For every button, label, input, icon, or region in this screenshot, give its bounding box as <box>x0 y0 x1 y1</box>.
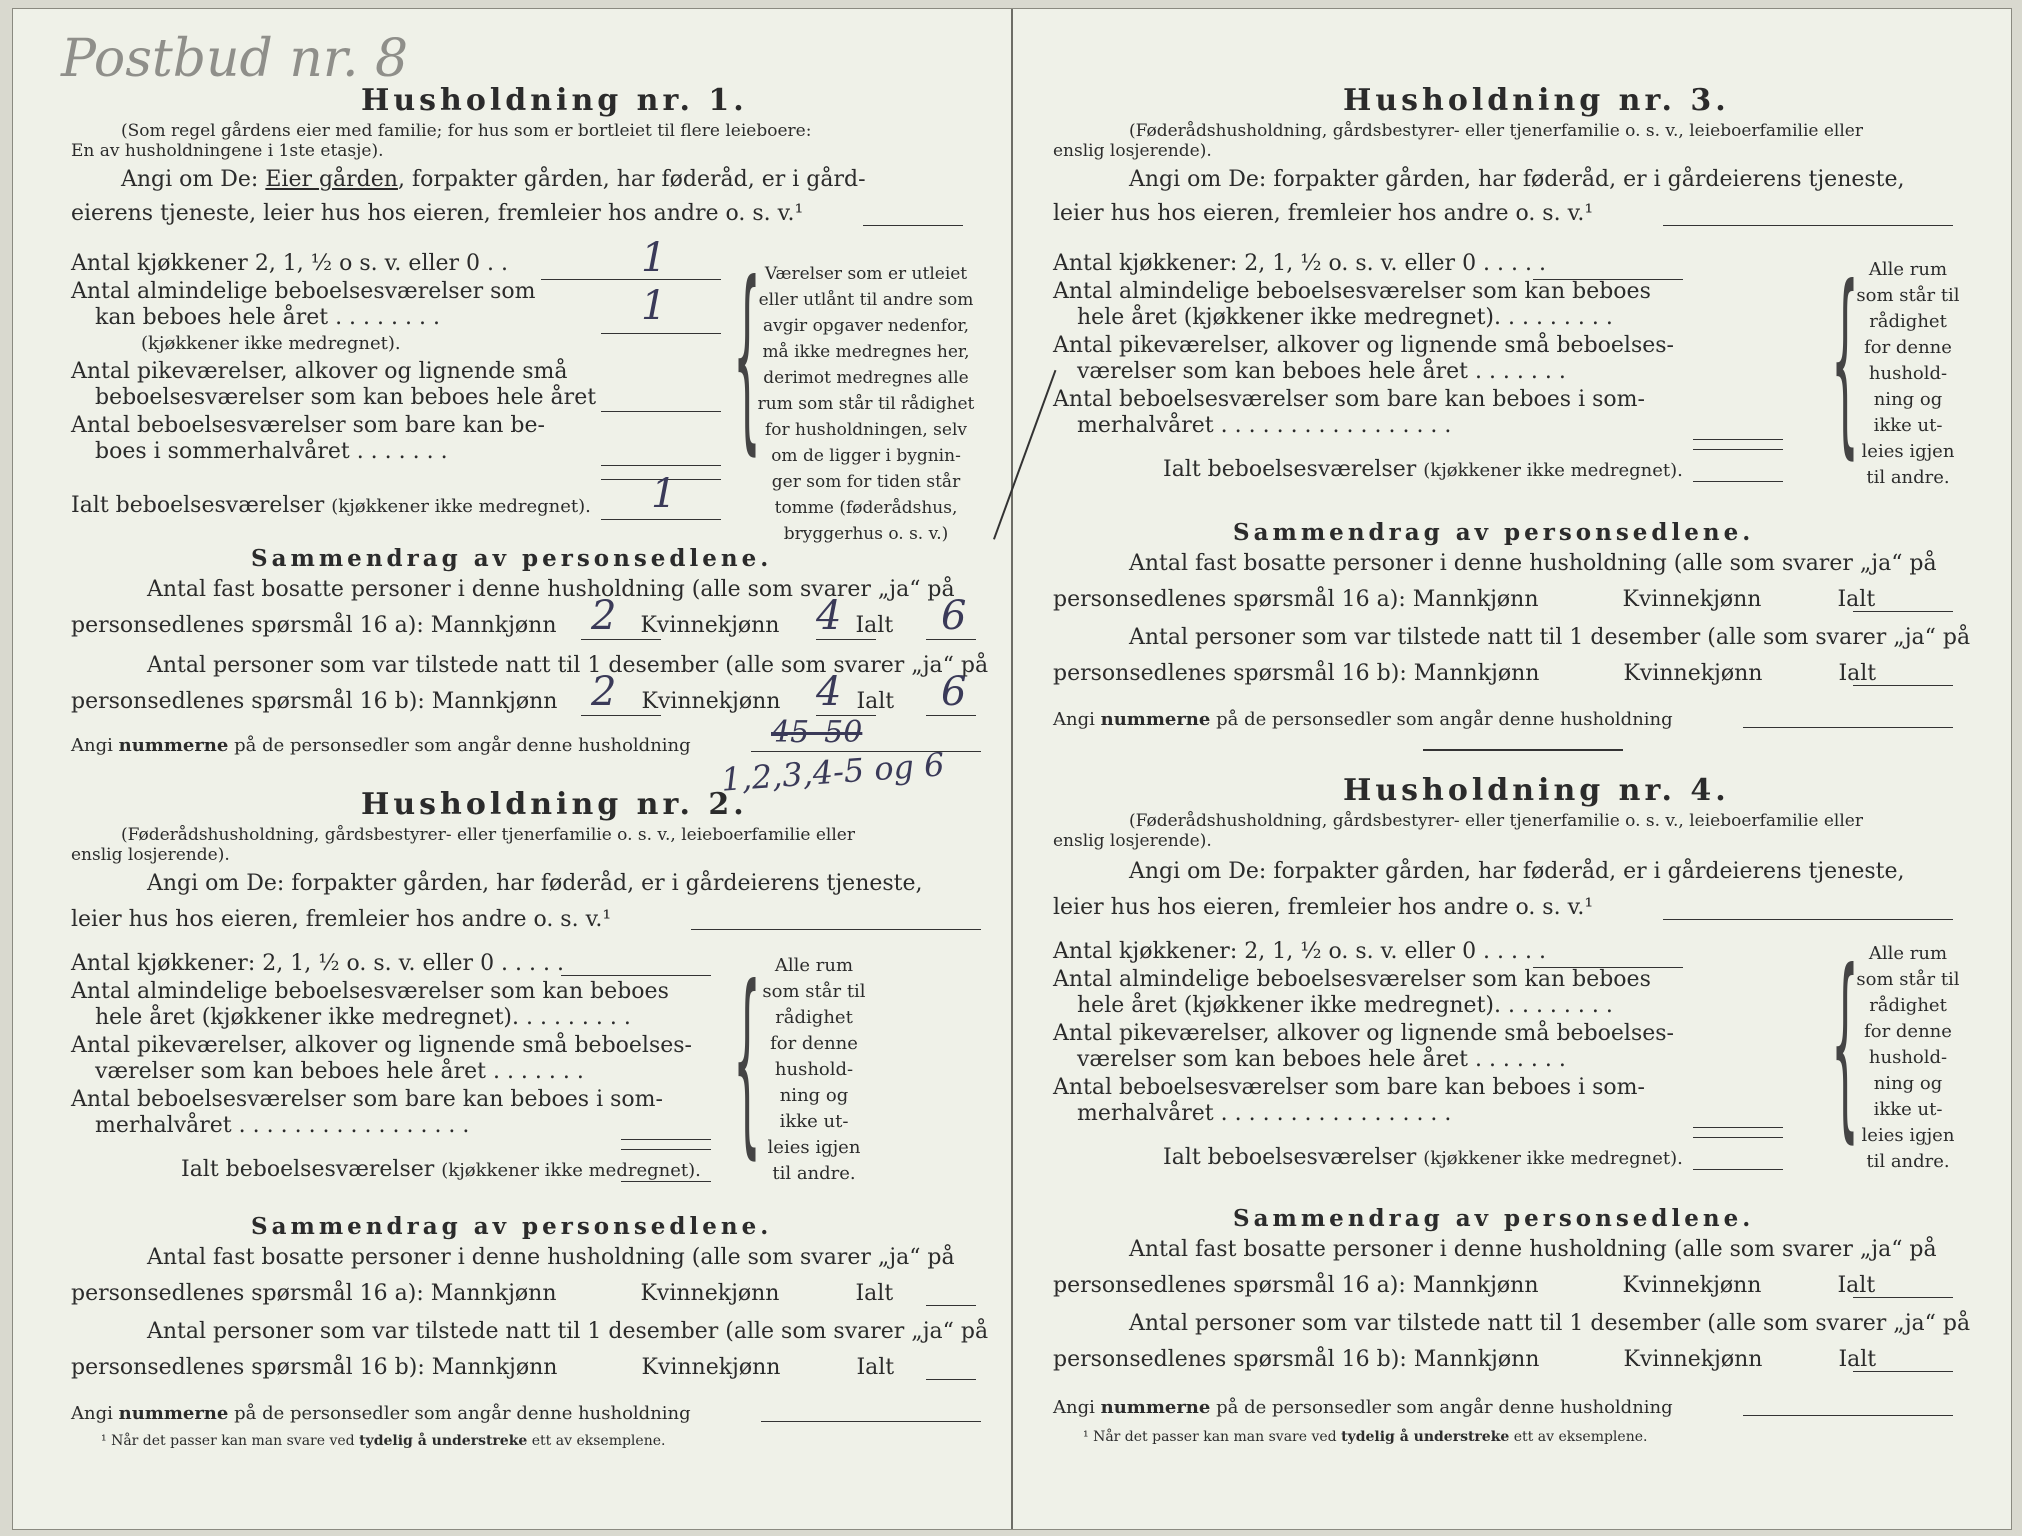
hh1-fast-line2 <box>71 613 893 638</box>
hh2-tilst-line2 <box>71 1355 894 1380</box>
hh1-ialt-label: Ialt <box>855 613 894 638</box>
hh3-fast-line1: Antal fast bosatte personer i denne husholdning (alle som svarer „ja“ på <box>1129 551 1937 576</box>
hh3-note-line: som står til <box>1856 285 1960 306</box>
hh1-ialt-label-b: Ialt <box>856 689 895 714</box>
hh4-summary-title: Sammendrag av personsedlene. <box>1233 1205 1755 1232</box>
hh3-sommer-line <box>1693 439 1783 440</box>
hh1-note-line: må ikke medregnes her, <box>762 342 970 362</box>
hh4-note-line: til andre. <box>1866 1151 1950 1172</box>
hh3-tilst-line1: Antal personer som var tilstede natt til 1 desember (alle som svarer „ja“ på <box>1129 625 1971 650</box>
hh2-fast-ialt-line <box>926 1305 976 1306</box>
hh2-note-line: som står til <box>762 981 866 1002</box>
hh3-summary-title: Sammendrag av personsedlene. <box>1233 519 1755 546</box>
hh2-leier: leier hus hos eieren, fremleier hos andre o. s. v.¹ <box>71 907 612 932</box>
hh2-tilst-line1: Antal personer som var tilstede natt til 1 desember (alle som svarer „ja“ på <box>147 1319 989 1344</box>
hh1-ialt-rooms-label <box>71 493 591 518</box>
hh3-ialt-top-line <box>1693 449 1783 450</box>
hh1-fast-ialt-line <box>926 639 976 640</box>
hh2-intro-2: enslig losjerende). <box>71 845 230 865</box>
hh2-ialt-line <box>621 1181 711 1182</box>
hh1-alm-label-3: (kjøkkener ikke medregnet). <box>141 333 401 354</box>
hh4-sommer-line <box>1693 1127 1783 1128</box>
hh2-fast-line2 <box>71 1281 893 1306</box>
hh2-angi-nummer-bold: nummerne <box>118 1403 229 1424</box>
hh1-side-note <box>751 261 981 547</box>
hh4-title: Husholdning nr. 4. <box>1343 773 1730 808</box>
hh2-footnote-prefix: ¹ Når det passer kan man svare ved <box>101 1433 355 1449</box>
hh2-ialt-label: Ialt <box>855 1281 894 1306</box>
hh1-ialt-rooms-text: Ialt beboelsesværelser <box>71 493 325 518</box>
hh3-leier: leier hus hos eieren, fremleier hos andre o. s. v.¹ <box>1053 201 1594 226</box>
hh1-alm-label-2: kan beboes hele året . . . . . . . . <box>95 305 440 330</box>
hh1-ialt-rooms-note: (kjøkkener ikke medregnet). <box>331 496 591 517</box>
hh3-side-note <box>1853 257 1963 491</box>
hh2-brace: { <box>733 944 761 1177</box>
hh2-angi-om: Angi om De: forpakter gården, har føderåd, er i gårdeierens tjeneste, <box>147 871 923 896</box>
left-page <box>71 9 989 1529</box>
hh3-kvinne-label: Kvinnekjønn <box>1622 587 1762 612</box>
hh1-alm-line <box>601 333 721 334</box>
hh1-angi-nummer-bold: nummerne <box>118 735 229 756</box>
hh2-kjokken-line <box>561 975 711 976</box>
hh2-note-line: ning og <box>779 1085 849 1106</box>
hh4-fast-ialt-line <box>1853 1297 1953 1298</box>
hh4-angi-answer-line <box>1663 919 1953 920</box>
hh2-summary-title: Sammendrag av personsedlene. <box>251 1213 773 1240</box>
hh2-alm-2: hele året (kjøkkener ikke medregnet). . . . . . . . . <box>95 1005 631 1030</box>
hh2-title: Husholdning nr. 2. <box>361 787 748 822</box>
hh1-tilst-kvinne-value: 4 <box>816 669 842 715</box>
hh1-note-line: ger som for tiden står <box>771 472 961 492</box>
hh1-summary-title: Sammendrag av personsedlene. <box>251 545 773 572</box>
hh2-side-note <box>759 953 869 1187</box>
hh1-sommer-label-2: boes i sommerhalvåret . . . . . . . <box>95 439 448 464</box>
hh3-note-line: leies igjen <box>1861 441 1955 462</box>
hh1-tilst-line1: Antal personer som var tilstede natt til 1 desember (alle som svarer „ja“ på <box>147 653 989 678</box>
hh2-q16a-label: personsedlenes spørsmål 16 a): Mannkjønn <box>71 1281 557 1306</box>
hh2-intro-1: (Føderådshusholdning, gårdsbestyrer- eller tjenerfamilie o. s. v., leieboerfamilie eller <box>121 825 855 845</box>
hh4-note-line: hushold- <box>1868 1047 1948 1068</box>
hh1-tilst-mann-value: 2 <box>591 669 617 715</box>
hh4-ialt-rooms <box>1163 1145 1683 1170</box>
hh3-kvinne-label-b: Kvinnekjønn <box>1623 661 1763 686</box>
hh4-note-line: Alle rum <box>1868 943 1948 964</box>
hh4-nummer-line <box>1743 1415 1953 1416</box>
hh4-kvinne-label: Kvinnekjønn <box>1622 1273 1762 1298</box>
hh1-fast-ialt-value: 6 <box>941 593 967 639</box>
hh4-footnote <box>1083 1429 1647 1445</box>
hh1-kjokken-value: 1 <box>641 235 667 281</box>
hh4-fast-line1: Antal fast bosatte personer i denne husholdning (alle som svarer „ja“ på <box>1129 1237 1937 1262</box>
hh1-angi-nummer-prefix: Angi <box>71 735 113 756</box>
hh4-sommer-1: Antal beboelsesværelser som bare kan beboes i som- <box>1053 1075 1645 1100</box>
hh4-note-line: for denne <box>1864 1021 1952 1042</box>
hh1-nummer-struck: 45–50 <box>771 715 863 750</box>
hh3-nummer-line <box>1743 727 1953 728</box>
hh4-side-note <box>1853 941 1963 1175</box>
hh1-note-line: avgir opgaver nedenfor, <box>762 316 969 336</box>
hh1-q16a-label: personsedlenes spørsmål 16 a): Mannkjønn <box>71 613 557 638</box>
hh2-ialt-rooms <box>181 1157 701 1182</box>
hh1-angi-prefix: Angi om De: <box>121 167 259 192</box>
hh4-pike-2: værelser som kan beboes hele året . . . . . . . <box>1077 1047 1566 1072</box>
hh4-ialt-top-line <box>1693 1137 1783 1138</box>
hh3-pike-2: værelser som kan beboes hele året . . . . . . . <box>1077 359 1566 384</box>
hh4-ialt-label: Ialt <box>1837 1273 1876 1298</box>
hh2-pike-2: værelser som kan beboes hele året . . . . . . . <box>95 1059 584 1084</box>
hh1-fast-line1: Antal fast bosatte personer i denne husholdning (alle som svarer „ja“ på <box>147 577 955 602</box>
hh4-kjokken: Antal kjøkkener: 2, 1, ½ o. s. v. eller 0 . . . . . <box>1053 939 1546 964</box>
hh2-alm-1: Antal almindelige beboelsesværelser som kan beboes <box>71 979 669 1004</box>
hh1-ialt-line <box>601 519 721 520</box>
hh1-note-line: om de ligger i bygnin- <box>771 446 961 466</box>
hh1-pike-label-2: beboelsesværelser som kan beboes hele året <box>95 385 597 410</box>
hh4-intro-1: (Føderådshusholdning, gårdsbestyrer- eller tjenerfamilie o. s. v., leieboerfamilie eller <box>1129 811 1863 831</box>
hh1-tilst-mann-line <box>581 715 661 716</box>
hh4-note-line: rådighet <box>1869 995 1947 1016</box>
hh1-pike-label-1: Antal pikeværelser, alkover og lignende små <box>71 359 568 384</box>
hh2-note-line: for denne <box>770 1033 858 1054</box>
hh4-angi-om: Angi om De: forpakter gården, har føderåd, er i gårdeierens tjeneste, <box>1129 859 1905 884</box>
hh1-pike-line <box>601 411 721 412</box>
hh1-kjokken-line <box>541 279 721 280</box>
hh4-note-line: ning og <box>1873 1073 1943 1094</box>
hh3-alm-2: hele året (kjøkkener ikke medregnet). . . . . . . . . <box>1077 305 1613 330</box>
hh1-angi-underlined-choice: Eier gården <box>265 167 398 192</box>
hh3-intro-1: (Føderådshusholdning, gårdsbestyrer- eller tjenerfamilie o. s. v., leieboerfamilie eller <box>1129 121 1863 141</box>
hh1-angi-line <box>121 167 866 192</box>
page-fold <box>1011 9 1013 1529</box>
hh1-kvinne-label-b: Kvinnekjønn <box>641 689 781 714</box>
hh4-footnote-suffix: ett av eksemplene. <box>1513 1429 1648 1445</box>
hh3-q16b-label: personsedlenes spørsmål 16 b): Mannkjønn <box>1053 661 1540 686</box>
hh1-note-line: tomme (føderådshus, <box>774 498 958 518</box>
hh3-angi-answer-line <box>1663 225 1953 226</box>
hh1-fast-mann-value: 2 <box>591 593 617 639</box>
hh3-angi-nummer-prefix: Angi <box>1053 709 1095 730</box>
hh1-angi-nummer-suffix: på de personsedler som angår denne husholdning <box>234 735 691 756</box>
hh2-note-line: hushold- <box>774 1059 854 1080</box>
hh2-nummer-line <box>761 1421 981 1422</box>
hh2-pike-1: Antal pikeværelser, alkover og lignende små beboelses- <box>71 1033 692 1058</box>
hh2-ialt-top-line <box>621 1149 711 1150</box>
hh4-alm-2: hele året (kjøkkener ikke medregnet). . . . . . . . . <box>1077 993 1613 1018</box>
hh3-pike-1: Antal pikeværelser, alkover og lignende små beboelses- <box>1053 333 1674 358</box>
hh1-kvinne-label: Kvinnekjønn <box>640 613 780 638</box>
hh3-ialt-rooms-text: Ialt beboelsesværelser <box>1163 457 1417 482</box>
handwritten-stroke <box>993 370 1056 540</box>
hh3-intro-2: enslig losjerende). <box>1053 141 1212 161</box>
hh1-kjokken-label: Antal kjøkkener 2, 1, ½ o s. v. eller 0 . . <box>71 251 509 276</box>
hh1-angi-answer-line <box>863 225 963 226</box>
hh3-ialt-label: Ialt <box>1837 587 1876 612</box>
hh4-footnote-prefix: ¹ Når det passer kan man svare ved <box>1083 1429 1337 1445</box>
hh4-tilst-ialt-line <box>1853 1371 1953 1372</box>
hh3-note-line: ikke ut- <box>1873 415 1943 436</box>
hh3-alm-1: Antal almindelige beboelsesværelser som kan beboes <box>1053 279 1651 304</box>
hh3-note-line: Alle rum <box>1868 259 1948 280</box>
hh4-ialt-label-b: Ialt <box>1838 1347 1877 1372</box>
hh3-title: Husholdning nr. 3. <box>1343 83 1730 118</box>
hh2-sommer-1: Antal beboelsesværelser som bare kan beboes i som- <box>71 1087 663 1112</box>
hh1-angi-line2: eierens tjeneste, leier hus hos eieren, fremleier hos andre o. s. v.¹ <box>71 201 804 226</box>
pencil-corner-note: Postbud nr. 8 <box>61 29 409 89</box>
census-form-sheet <box>12 8 2012 1530</box>
hh4-sommer-2: merhalvåret . . . . . . . . . . . . . . . . . <box>1077 1101 1452 1126</box>
hh3-angi-nummer <box>1053 709 1673 730</box>
section-separator <box>1423 749 1623 751</box>
hh2-angi-nummer-prefix: Angi <box>71 1403 113 1424</box>
hh2-angi-nummer <box>71 1403 691 1424</box>
hh1-tilst-ialt-value: 6 <box>941 669 967 715</box>
hh1-nummer-value: 1,2,3,4-5 og 6 <box>719 745 946 799</box>
hh2-note-line: Alle rum <box>774 955 854 976</box>
hh2-sommer-2: merhalvåret . . . . . . . . . . . . . . . . . <box>95 1113 470 1138</box>
hh4-intro-2: enslig losjerende). <box>1053 831 1212 851</box>
hh3-sommer-2: merhalvåret . . . . . . . . . . . . . . . . . <box>1077 413 1452 438</box>
hh3-sommer-1: Antal beboelsesværelser som bare kan beboes i som- <box>1053 387 1645 412</box>
hh1-note-line: derimot medregnes alle <box>763 368 969 388</box>
hh3-fast-line2 <box>1053 587 1875 612</box>
hh4-leier: leier hus hos eieren, fremleier hos andre o. s. v.¹ <box>1053 895 1594 920</box>
hh3-tilst-ialt-line <box>1853 685 1953 686</box>
hh2-angi-nummer-suffix: på de personsedler som angår denne husholdning <box>234 1403 691 1424</box>
hh3-ialt-rooms-note: (kjøkkener ikke medregnet). <box>1423 460 1683 481</box>
hh4-q16b-label: personsedlenes spørsmål 16 b): Mannkjønn <box>1053 1347 1540 1372</box>
hh4-note-line: leies igjen <box>1861 1125 1955 1146</box>
hh4-note-line: som står til <box>1856 969 1960 990</box>
hh3-note-line: for denne <box>1864 337 1952 358</box>
hh4-alm-1: Antal almindelige beboelsesværelser som kan beboes <box>1053 967 1651 992</box>
hh3-fast-ialt-line <box>1853 611 1953 612</box>
hh1-fast-mann-line <box>581 639 661 640</box>
hh3-angi-nummer-suffix: på de personsedler som angår denne husholdning <box>1216 709 1673 730</box>
hh3-note-line: ning og <box>1873 389 1943 410</box>
hh3-angi-om: Angi om De: forpakter gården, har føderåd, er i gårdeierens tjeneste, <box>1129 167 1905 192</box>
hh2-sommer-line <box>621 1139 711 1140</box>
hh3-tilst-line2 <box>1053 661 1876 686</box>
hh3-kjokken: Antal kjøkkener: 2, 1, ½ o. s. v. eller 0 . . . . . <box>1053 251 1546 276</box>
hh3-ialt-line <box>1693 481 1783 482</box>
hh1-fast-kvinne-line <box>816 639 876 640</box>
hh3-note-line: rådighet <box>1869 311 1947 332</box>
hh4-fast-line2 <box>1053 1273 1875 1298</box>
hh1-sommer-label-1: Antal beboelsesværelser som bare kan be- <box>71 413 545 438</box>
hh2-footnote <box>101 1433 665 1449</box>
hh2-ialt-rooms-note: (kjøkkener ikke medregnet). <box>441 1160 701 1181</box>
hh1-fast-kvinne-value: 4 <box>816 593 842 639</box>
hh2-ialt-rooms-text: Ialt beboelsesværelser <box>181 1157 435 1182</box>
hh4-ialt-rooms-text: Ialt beboelsesværelser <box>1163 1145 1417 1170</box>
hh1-angi-nummer <box>71 735 691 756</box>
hh3-ialt-label-b: Ialt <box>1838 661 1877 686</box>
hh1-note-line: bryggerhus o. s. v.) <box>783 524 949 544</box>
hh4-angi-nummer <box>1053 1397 1673 1418</box>
hh1-sommer-line <box>601 465 721 466</box>
hh1-intro-1: (Som regel gårdens eier med familie; for hus som er bortleiet til flere leieboere: <box>121 121 812 141</box>
hh2-kvinne-label: Kvinnekjønn <box>640 1281 780 1306</box>
hh2-tilst-ialt-line <box>926 1379 976 1380</box>
hh4-footnote-bold: tydelig å understreke <box>1341 1429 1510 1445</box>
hh2-kvinne-label-b: Kvinnekjønn <box>641 1355 781 1380</box>
hh1-note-line: Værelser som er utleiet <box>764 264 968 284</box>
hh3-ialt-rooms <box>1163 457 1683 482</box>
hh2-note-line: rådighet <box>775 1007 853 1028</box>
hh2-q16b-label: personsedlenes spørsmål 16 b): Mannkjønn <box>71 1355 558 1380</box>
hh2-note-line: ikke ut- <box>779 1111 849 1132</box>
hh4-q16a-label: personsedlenes spørsmål 16 a): Mannkjønn <box>1053 1273 1539 1298</box>
hh2-fast-line1: Antal fast bosatte personer i denne husholdning (alle som svarer „ja“ på <box>147 1245 955 1270</box>
hh4-angi-nummer-suffix: på de personsedler som angår denne husholdning <box>1216 1397 1673 1418</box>
hh2-angi-answer-line <box>691 929 981 930</box>
hh1-note-line: for husholdningen, selv <box>764 420 968 440</box>
hh1-ialt-value: 1 <box>651 471 677 517</box>
hh4-brace: { <box>1831 928 1859 1161</box>
hh2-footnote-bold: tydelig å understreke <box>359 1433 528 1449</box>
hh2-note-line: leies igjen <box>767 1137 861 1158</box>
hh1-alm-label-1: Antal almindelige beboelsesværelser som <box>71 279 536 304</box>
hh1-angi-rest: , forpakter gården, har føderåd, er i gård- <box>397 167 866 192</box>
hh3-brace: { <box>1831 244 1859 477</box>
hh2-footnote-suffix: ett av eksemplene. <box>531 1433 666 1449</box>
hh3-angi-nummer-bold: nummerne <box>1100 709 1211 730</box>
hh2-note-line: til andre. <box>772 1163 856 1184</box>
hh2-kjokken: Antal kjøkkener: 2, 1, ½ o. s. v. eller 0 . . . . . <box>71 951 564 976</box>
hh1-tilst-line2 <box>71 689 894 714</box>
hh2-ialt-label-b: Ialt <box>856 1355 895 1380</box>
hh4-angi-nummer-bold: nummerne <box>1100 1397 1211 1418</box>
hh3-note-line: til andre. <box>1866 467 1950 488</box>
hh4-tilst-line1: Antal personer som var tilstede natt til 1 desember (alle som svarer „ja“ på <box>1129 1311 1971 1336</box>
hh1-tilst-ialt-line <box>926 715 976 716</box>
hh4-angi-nummer-prefix: Angi <box>1053 1397 1095 1418</box>
hh1-q16b-label: personsedlenes spørsmål 16 b): Mannkjønn <box>71 689 558 714</box>
right-page <box>1053 9 1971 1529</box>
hh1-brace: { <box>733 240 761 473</box>
hh3-note-line: hushold- <box>1868 363 1948 384</box>
hh4-tilst-line2 <box>1053 1347 1876 1372</box>
hh1-note-line: rum som står til rådighet <box>757 394 975 414</box>
hh1-intro-2: En av husholdningene i 1ste etasje). <box>71 141 384 161</box>
hh4-kvinne-label-b: Kvinnekjønn <box>1623 1347 1763 1372</box>
hh3-q16a-label: personsedlenes spørsmål 16 a): Mannkjønn <box>1053 587 1539 612</box>
hh4-ialt-rooms-note: (kjøkkener ikke medregnet). <box>1423 1148 1683 1169</box>
hh4-pike-1: Antal pikeværelser, alkover og lignende små beboelses- <box>1053 1021 1674 1046</box>
hh1-title: Husholdning nr. 1. <box>361 83 748 118</box>
hh4-note-line: ikke ut- <box>1873 1099 1943 1120</box>
hh1-note-line: eller utlånt til andre som <box>758 290 974 310</box>
hh4-ialt-line <box>1693 1169 1783 1170</box>
hh1-alm-value: 1 <box>641 283 667 329</box>
